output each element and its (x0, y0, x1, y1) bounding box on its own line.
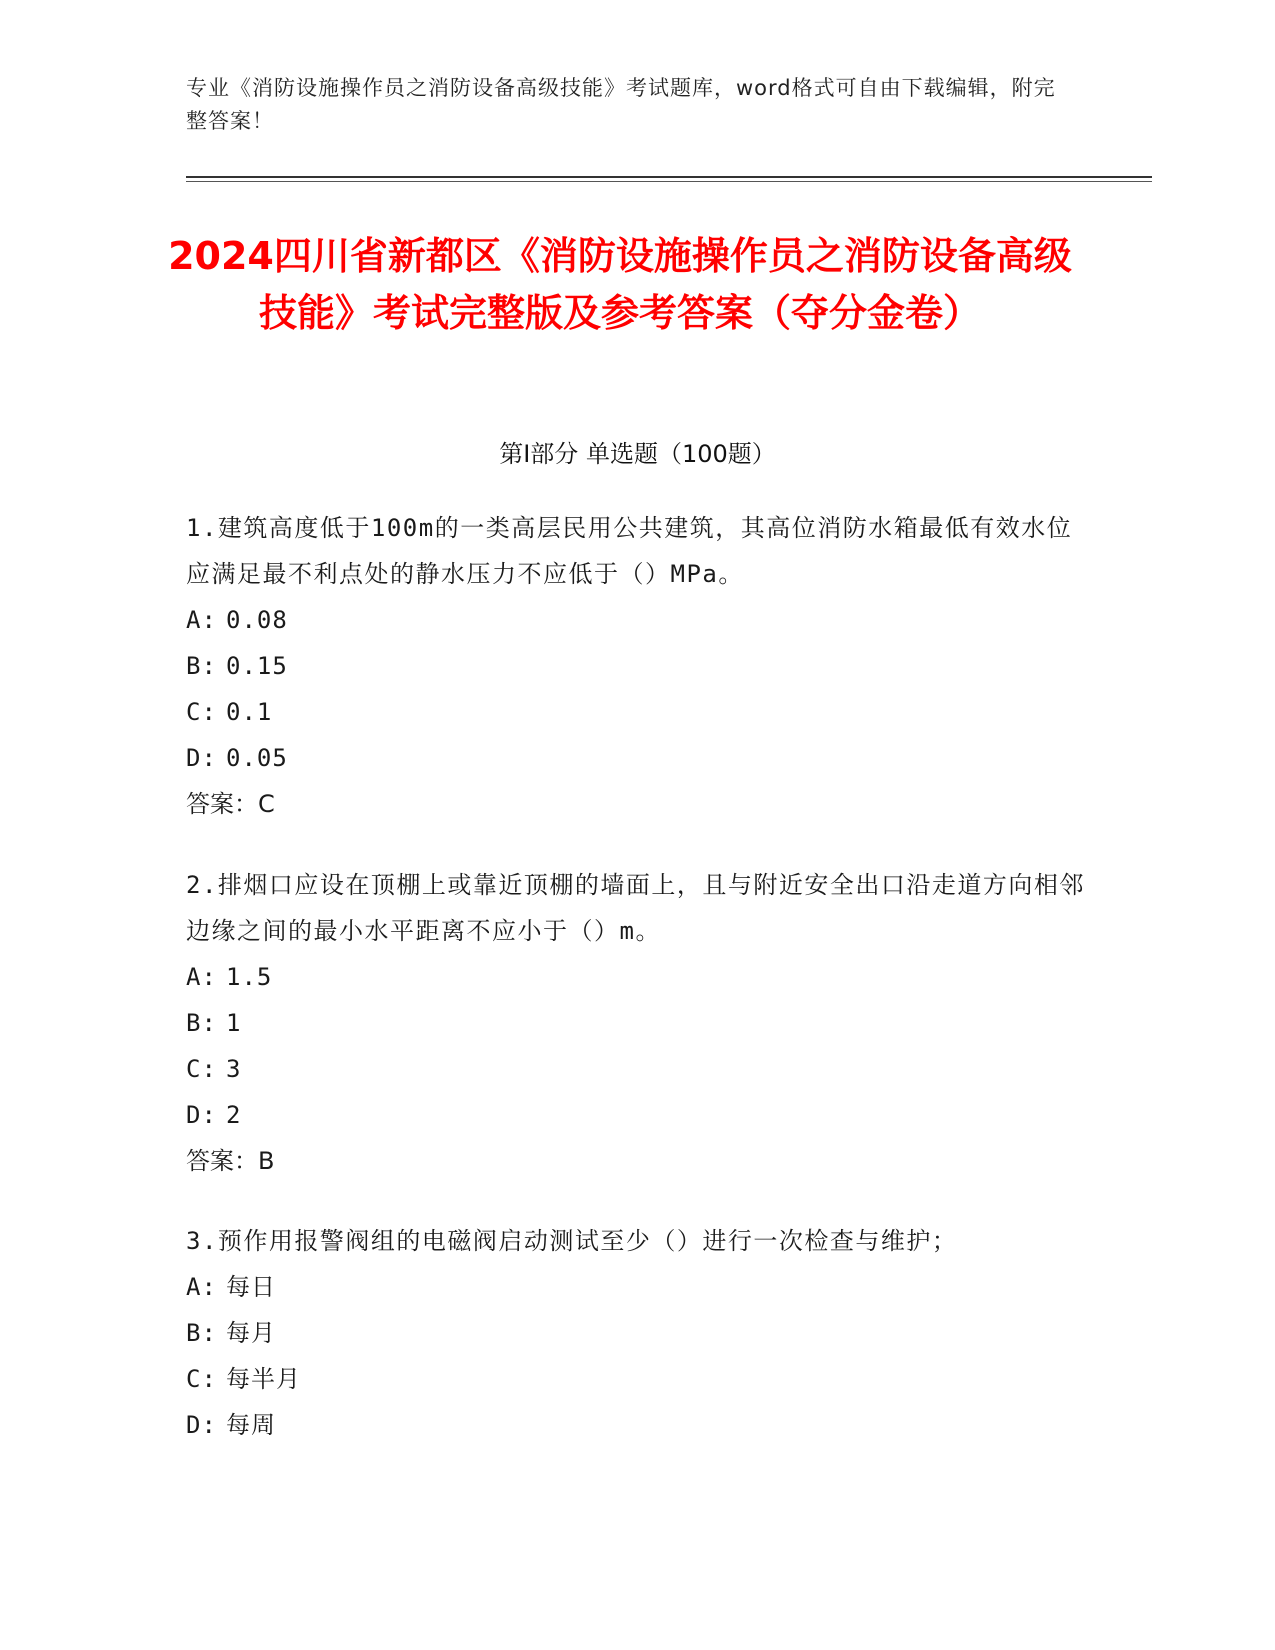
option-text: 每月 (226, 1319, 276, 1347)
option-d (186, 1092, 1086, 1138)
option-text: 0.05 (226, 744, 288, 772)
option-letter: B: (186, 1319, 217, 1347)
header-note: 专业《消防设施操作员之消防设备高级技能》考试题库，word格式可自由下载编辑，附完整答案！ (186, 76, 1056, 133)
option-letter: D: (186, 744, 217, 772)
option-text: 每周 (226, 1411, 276, 1439)
option-text: 0.08 (226, 606, 288, 634)
question-stem: 3.预作用报警阀组的电磁阀启动测试至少（）进行一次检查与维护； (186, 1227, 958, 1255)
answer-label: 答案：C (186, 790, 275, 818)
option-d (186, 735, 1086, 781)
option-c (186, 1046, 1086, 1092)
header-divider-thick (186, 176, 1152, 178)
option-text: 1.5 (226, 963, 273, 991)
question-2 (186, 862, 1086, 1184)
question-3 (186, 1218, 1086, 1448)
option-text: 0.15 (226, 652, 288, 680)
option-a (186, 1264, 1086, 1310)
question-stem: 1.建筑高度低于100m的一类高层民用公共建筑，其高位消防水箱最低有效水位应满足最不利点处的静水压力不应低于（）MPa。 (186, 514, 1073, 588)
option-text: 1 (226, 1009, 242, 1037)
question-1 (186, 505, 1086, 827)
option-b (186, 1000, 1086, 1046)
option-letter: C: (186, 1055, 217, 1083)
option-letter: D: (186, 1411, 217, 1439)
option-text: 每日 (226, 1273, 276, 1301)
option-letter: A: (186, 606, 217, 634)
option-b (186, 643, 1086, 689)
option-letter: B: (186, 652, 217, 680)
option-letter: C: (186, 1365, 217, 1393)
option-letter: A: (186, 963, 217, 991)
header-divider-thin (186, 181, 1152, 182)
option-text: 0.1 (226, 698, 273, 726)
option-d (186, 1402, 1086, 1448)
option-text: 每半月 (226, 1365, 301, 1393)
option-text: 2 (226, 1101, 242, 1129)
option-text: 3 (226, 1055, 242, 1083)
question-stem: 2.排烟口应设在顶棚上或靠近顶棚的墙面上，且与附近安全出口沿走道方向相邻边缘之间的最小水平距离不应小于（）m。 (186, 871, 1085, 945)
answer-label: 答案：B (186, 1147, 275, 1175)
document-title: 2024四川省新都区《消防设施操作员之消防设备高级技能》考试完整版及参考答案（夺分金卷） (168, 234, 1072, 335)
option-letter: A: (186, 1273, 217, 1301)
option-letter: D: (186, 1101, 217, 1129)
option-c (186, 689, 1086, 735)
option-letter: C: (186, 698, 217, 726)
section-heading: 第Ⅰ部分 单选题（100题） (499, 440, 776, 468)
option-a (186, 597, 1086, 643)
option-c (186, 1356, 1086, 1402)
option-b (186, 1310, 1086, 1356)
option-a (186, 954, 1086, 1000)
option-letter: B: (186, 1009, 217, 1037)
